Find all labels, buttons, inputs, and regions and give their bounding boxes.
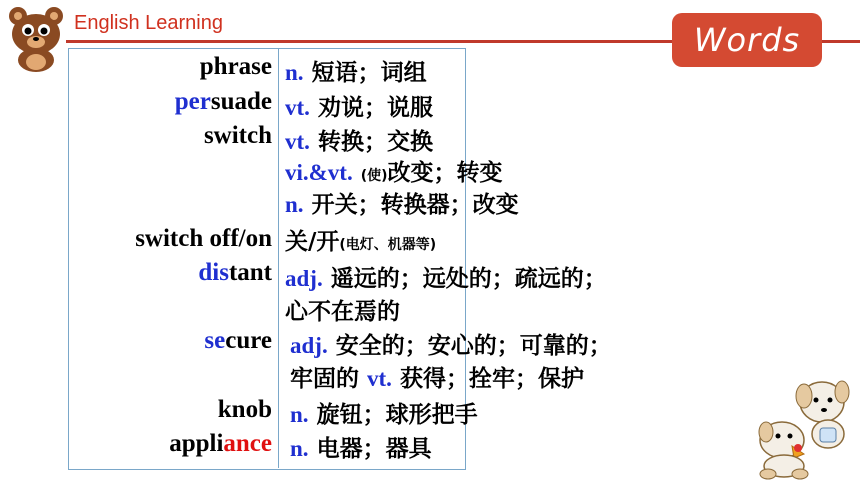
cartoon-dogs-icon [748,362,856,480]
definition-text: 遥远的；远处的；疏远的； [330,266,607,292]
word-secure [204,327,272,355]
definition-switch-2 [285,154,503,187]
definition-distant-line2: 心不在焉的 [285,299,400,325]
definition-switch-off-on [285,223,436,256]
definition-secure-line2 [290,360,584,393]
word-highlight: ance [223,430,272,457]
word-distant [198,259,272,287]
definition-text: 获得；拴牢；保护 [399,366,584,392]
pos-label: adj. [285,266,323,291]
definition-phrase [285,54,427,87]
word-rest: appli [169,430,224,457]
word-persuade [175,88,272,116]
word-phrase: phrase [199,53,272,80]
word-highlight: dis [198,259,229,286]
definition-text: 转换；交换 [317,129,433,155]
pos-label: vt. [285,129,310,154]
definition-knob [290,396,478,429]
definition-switch-1 [285,123,433,156]
definition-text: 开关；转换器；改变 [311,192,519,218]
word-highlight: per [174,88,211,115]
definition-paren: (使) [360,168,388,184]
word-switch: switch [203,122,272,149]
definition-text: 牢固的 [290,366,359,392]
word-rest: cure [225,327,272,354]
definition-text: 关/开 [285,229,340,255]
pos-label: vt. [285,95,310,120]
definition-switch-3 [285,186,519,219]
pos-label: vi.&vt. [285,160,353,185]
words-badge: Words [672,13,822,67]
pos-label: n. [285,192,304,217]
definition-text: 旋钮；球形把手 [316,402,478,428]
definition-text: 安全的；安心的；可靠的； [335,333,612,359]
pos-label: vt. [367,366,392,391]
pos-label: n. [290,436,309,461]
definition-text: 短语；词组 [311,60,427,86]
definition-persuade [285,89,433,122]
header-title: English Learning [74,12,223,34]
definition-appliance [290,430,432,463]
word-rest: tant [228,259,272,286]
word-highlight: se [204,327,226,354]
definition-text: 改变；转变 [387,160,503,186]
pos-label: n. [290,402,309,427]
word-knob: knob [217,396,272,423]
word-switch-off-on: switch off/on [135,225,272,252]
definition-distant [285,260,607,293]
word-rest: suade [210,88,272,115]
column-divider [278,48,279,468]
definition-text: 电器；器具 [316,436,432,462]
pos-label: n. [285,60,304,85]
word-appliance [169,430,272,458]
definition-text: 劝说；说服 [317,95,433,121]
definition-note: (电灯、机器等) [339,237,437,253]
definition-secure [290,327,612,360]
pos-label: adj. [290,333,328,358]
bear-mascot-icon [6,4,66,72]
